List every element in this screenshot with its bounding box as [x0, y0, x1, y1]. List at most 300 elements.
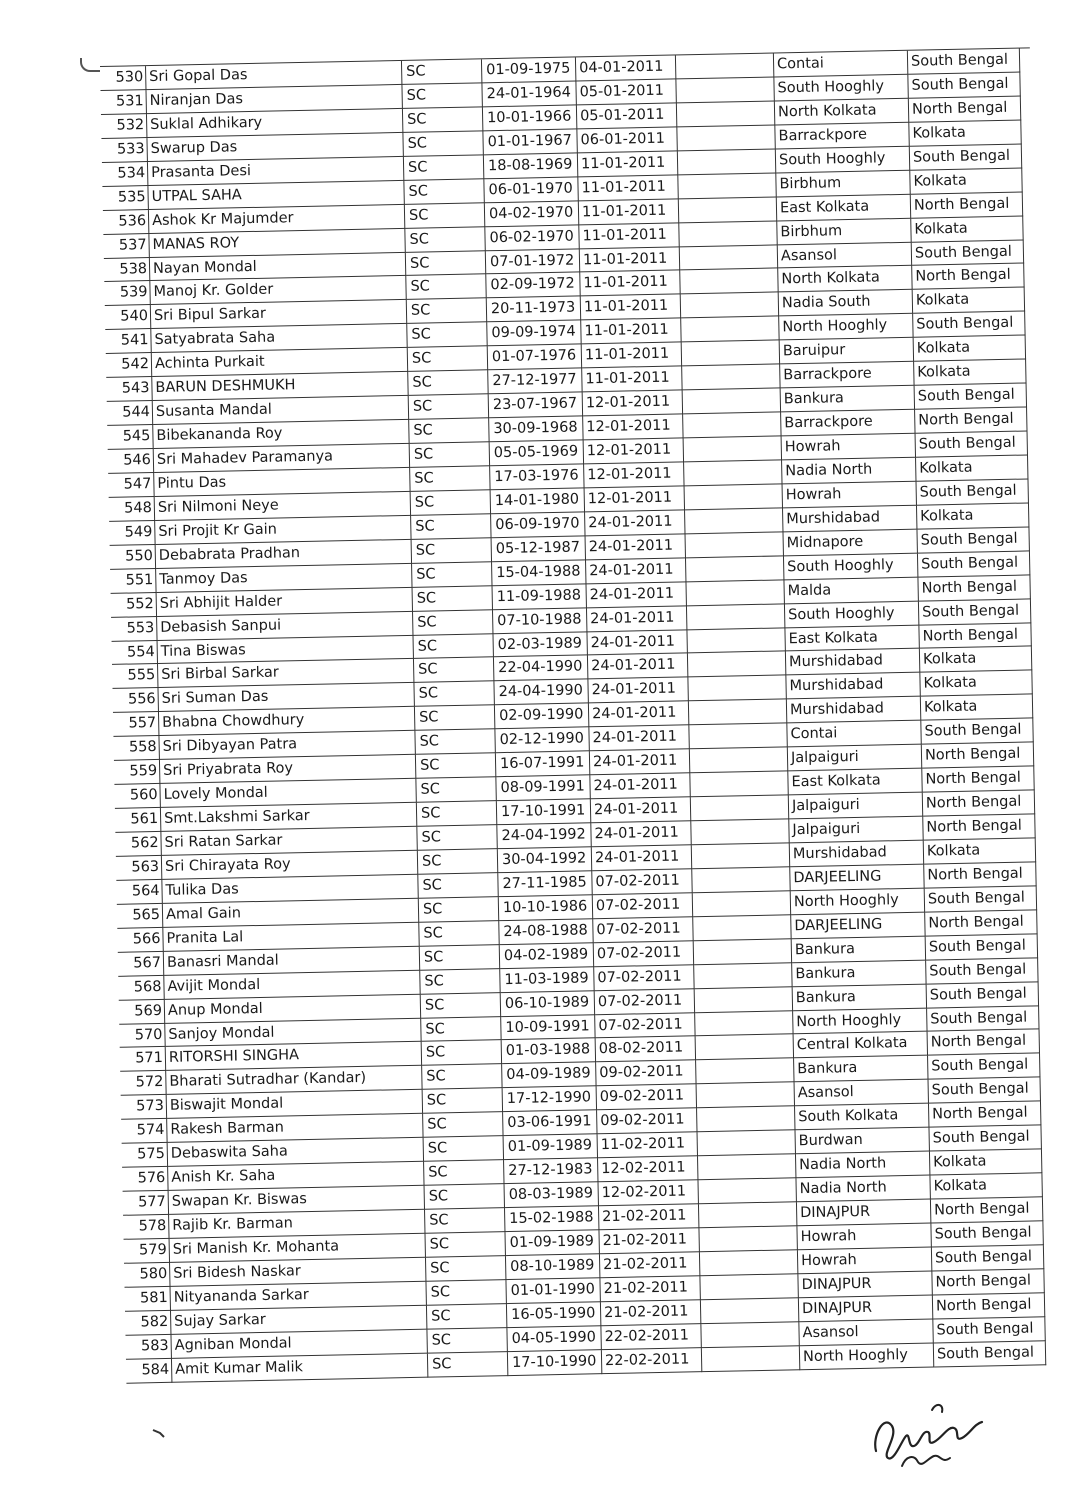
date-of-joining-cell: 09-02-2011 [597, 1085, 697, 1111]
employee-name-cell: Pranita Lal [163, 923, 419, 952]
zone-cell: South Bengal [929, 1078, 1041, 1104]
date-of-joining-cell: 24-01-2011 [592, 845, 692, 871]
zone-cell: Kolkata [914, 336, 1026, 362]
blank-cell-cell [693, 891, 791, 917]
date-of-joining-cell: 24-01-2011 [590, 749, 690, 775]
serial-number-cell: 532 [101, 114, 147, 139]
category-cell: SC [428, 1352, 508, 1378]
district-cell: East Kolkata [785, 625, 919, 652]
district-cell: Contai [787, 721, 921, 748]
serial-number-cell: 537 [103, 234, 149, 259]
category-cell: SC [411, 490, 491, 516]
date-of-birth-cell: 01-01-1967 [483, 129, 577, 155]
serial-number-cell: 570 [119, 1023, 165, 1048]
employee-name-cell: Niranjan Das [146, 85, 402, 114]
serial-number-cell: 552 [111, 593, 157, 618]
serial-number-cell: 572 [120, 1071, 166, 1096]
date-of-joining-cell: 24-01-2011 [591, 797, 691, 823]
zone-cell: South Bengal [932, 1245, 1044, 1271]
date-of-joining-cell: 24-01-2011 [588, 678, 688, 704]
blank-cell-cell [692, 867, 790, 893]
zone-cell: Kolkata [921, 695, 1033, 721]
district-cell: East Kolkata [777, 194, 911, 221]
category-cell: SC [410, 466, 490, 492]
serial-number-cell: 564 [116, 880, 162, 905]
category-cell: SC [425, 1208, 505, 1234]
category-cell: SC [402, 59, 482, 85]
blank-cell-cell [681, 317, 779, 343]
serial-number-cell: 536 [103, 210, 149, 235]
date-of-birth-cell: 09-09-1974 [487, 321, 581, 347]
category-cell: SC [407, 323, 487, 349]
date-of-birth-cell: 01-09-1989 [505, 1230, 599, 1256]
employee-name-cell: Rajib Kr. Barman [169, 1210, 425, 1239]
blank-cell-cell [687, 604, 785, 630]
date-of-birth-cell: 30-04-1992 [498, 847, 592, 873]
employee-name-cell: Anup Mondal [165, 994, 421, 1023]
category-cell: SC [424, 1160, 504, 1186]
zone-cell: South Bengal [917, 527, 1029, 553]
date-of-joining-cell: 24-01-2011 [591, 821, 691, 847]
serial-number-cell: 547 [108, 473, 154, 498]
category-cell: SC [408, 370, 488, 396]
date-of-birth-cell: 11-09-1988 [493, 584, 587, 610]
date-of-joining-cell: 12-01-2011 [584, 462, 684, 488]
category-cell: SC [409, 394, 489, 420]
date-of-joining-cell: 24-01-2011 [585, 510, 685, 536]
date-of-joining-cell: 11-01-2011 [580, 271, 680, 297]
date-of-joining-cell: 12-01-2011 [585, 486, 685, 512]
category-cell: SC [420, 969, 500, 995]
employee-name-cell: Sri Nilmoni Neye [155, 492, 411, 521]
date-of-joining-cell: 12-02-2011 [598, 1156, 698, 1182]
zone-cell: North Bengal [918, 575, 1030, 601]
zone-cell: South Bengal [921, 719, 1033, 745]
date-of-birth-cell: 20-11-1973 [487, 297, 581, 323]
blank-cell-cell [689, 724, 787, 750]
date-of-birth-cell: 17-10-1991 [497, 799, 591, 825]
employee-name-cell: Sri Dibyayan Patra [159, 731, 415, 760]
date-of-joining-cell: 21-02-2011 [601, 1300, 701, 1326]
date-of-birth-cell: 01-01-1990 [506, 1278, 600, 1304]
zone-cell: North Bengal [923, 814, 1035, 840]
blank-cell-cell [694, 963, 792, 989]
zone-cell: North Bengal [925, 910, 1037, 936]
serial-number-cell: 542 [106, 353, 152, 378]
blank-cell-cell [688, 676, 786, 702]
date-of-joining-cell: 07-02-2011 [595, 1013, 695, 1039]
date-of-joining-cell: 11-01-2011 [579, 199, 679, 225]
category-cell: SC [404, 155, 484, 181]
date-of-birth-cell: 24-01-1964 [482, 81, 576, 107]
district-cell: South Hooghly [776, 147, 910, 174]
employee-name-cell: BARUN DESHMUKH [152, 372, 408, 401]
district-cell: North Kolkata [778, 266, 912, 293]
district-cell: Jalpaiguri [789, 817, 923, 844]
blank-cell-cell [684, 436, 782, 462]
date-of-birth-cell: 01-07-1976 [488, 345, 582, 371]
category-cell: SC [406, 251, 486, 277]
district-cell: Barrackpore [775, 123, 909, 150]
serial-number-cell: 579 [124, 1239, 170, 1264]
employee-name-cell: Sri Chirayata Roy [162, 851, 418, 880]
serial-number-cell: 555 [112, 664, 158, 689]
category-cell: SC [423, 1088, 503, 1114]
blank-cell-cell [696, 1035, 794, 1061]
district-cell: Jalpaiguri [789, 793, 923, 820]
date-of-birth-cell: 11-03-1989 [500, 967, 594, 993]
district-cell: North Kolkata [775, 99, 909, 126]
zone-cell: North Bengal [922, 767, 1034, 793]
category-cell: SC [411, 514, 491, 540]
blank-cell-cell [678, 173, 776, 199]
zone-cell: South Bengal [908, 72, 1020, 98]
blank-cell-cell [696, 1059, 794, 1085]
category-cell: SC [405, 203, 485, 229]
zone-cell: North Bengal [931, 1197, 1043, 1223]
district-cell: DINAJPUR [798, 1271, 932, 1298]
zone-cell: Kolkata [930, 1149, 1042, 1175]
date-of-joining-cell: 24-01-2011 [586, 534, 686, 560]
date-of-joining-cell: 22-02-2011 [602, 1348, 702, 1374]
date-of-joining-cell: 21-02-2011 [599, 1228, 699, 1254]
district-cell: DINAJPUR [797, 1200, 931, 1227]
zone-cell: North Bengal [909, 96, 1021, 122]
employee-name-cell: Ashok Kr Majumder [149, 205, 405, 234]
zone-cell: North Bengal [911, 192, 1023, 218]
blank-cell-cell [689, 700, 787, 726]
blank-cell-cell [695, 987, 793, 1013]
zone-cell: South Bengal [926, 934, 1038, 960]
blank-cell-cell [680, 245, 778, 271]
zone-cell: South Bengal [927, 982, 1039, 1008]
serial-number-cell: 578 [123, 1215, 169, 1240]
category-cell: SC [408, 347, 488, 373]
serial-number-cell: 531 [101, 90, 147, 115]
employee-name-cell: Lovely Mondal [160, 779, 416, 808]
blank-cell-cell [700, 1274, 798, 1300]
district-cell: Murshidabad [787, 697, 921, 724]
date-of-joining-cell: 11-01-2011 [579, 223, 679, 249]
employee-name-cell: Swarup Das [147, 133, 403, 162]
blank-cell-cell [692, 843, 790, 869]
date-of-birth-cell: 06-01-1970 [484, 177, 578, 203]
date-of-birth-cell: 15-02-1988 [505, 1206, 599, 1232]
employee-name-cell: Anish Kr. Saha [168, 1162, 424, 1191]
zone-cell: North Bengal [915, 408, 1027, 434]
date-of-birth-cell: 24-08-1988 [499, 919, 593, 945]
district-cell: Contai [774, 51, 908, 78]
district-cell: North Hooghly [791, 888, 925, 915]
date-of-birth-cell: 17-10-1990 [508, 1350, 602, 1376]
zone-cell: South Bengal [933, 1317, 1045, 1343]
serial-number-cell: 561 [115, 808, 161, 833]
category-cell: SC [417, 801, 497, 827]
serial-number-cell: 568 [118, 976, 164, 1001]
serial-number-cell: 583 [125, 1335, 171, 1360]
district-cell: East Kolkata [788, 769, 922, 796]
blank-cell-cell [682, 341, 780, 367]
employee-name-cell: Sri Bipul Sarkar [151, 300, 407, 329]
blank-cell-cell [694, 939, 792, 965]
district-cell: Murshidabad [786, 649, 920, 676]
zone-cell: South Bengal [908, 49, 1020, 75]
district-cell: Jalpaiguri [788, 745, 922, 772]
serial-number-cell: 582 [125, 1311, 171, 1336]
serial-number-cell: 556 [113, 688, 159, 713]
date-of-birth-cell: 02-12-1990 [495, 728, 589, 754]
blank-cell-cell [684, 460, 782, 486]
serial-number-cell: 575 [122, 1143, 168, 1168]
date-of-birth-cell: 06-09-1970 [491, 512, 585, 538]
date-of-joining-cell: 12-01-2011 [583, 414, 683, 440]
date-of-birth-cell: 27-12-1977 [488, 369, 582, 395]
zone-cell: South Bengal [918, 551, 1030, 577]
date-of-birth-cell: 30-09-1968 [489, 416, 583, 442]
blank-cell-cell [685, 484, 783, 510]
employee-name-cell: Nayan Mondal [150, 252, 406, 281]
date-of-joining-cell: 12-01-2011 [583, 390, 683, 416]
employee-name-cell: Swapan Kr. Biswas [169, 1186, 425, 1215]
category-cell: SC [422, 1065, 502, 1091]
blank-cell-cell [683, 412, 781, 438]
employee-name-cell: Sri Manish Kr. Mohanta [170, 1234, 426, 1263]
category-cell: SC [415, 706, 495, 732]
zone-cell: North Bengal [932, 1269, 1044, 1295]
employee-name-cell: Sri Suman Das [159, 683, 415, 712]
zone-cell: South Bengal [912, 240, 1024, 266]
category-cell: SC [419, 921, 499, 947]
zone-cell: Kolkata [920, 671, 1032, 697]
serial-number-cell: 544 [107, 401, 153, 426]
blank-cell-cell [686, 532, 784, 558]
blank-cell-cell [677, 125, 775, 151]
document-table [100, 47, 1056, 1383]
category-cell: SC [413, 610, 493, 636]
employee-name-cell: Amal Gain [163, 899, 419, 928]
district-cell: Murshidabad [783, 506, 917, 533]
category-cell: SC [407, 299, 487, 325]
serial-number-cell: 565 [117, 904, 163, 929]
serial-number-cell: 554 [112, 640, 158, 665]
district-cell: Howrah [783, 482, 917, 509]
date-of-birth-cell: 27-11-1985 [498, 871, 592, 897]
blank-cell-cell [701, 1322, 799, 1348]
category-cell: SC [404, 179, 484, 205]
date-of-joining-cell: 24-01-2011 [587, 630, 687, 656]
date-of-birth-cell: 01-03-1988 [502, 1039, 596, 1065]
district-cell: Nadia North [782, 458, 916, 485]
employee-name-cell: Biswajit Mondal [167, 1090, 423, 1119]
date-of-joining-cell: 24-01-2011 [589, 726, 689, 752]
serial-number-cell: 581 [125, 1287, 171, 1312]
date-of-joining-cell: 11-01-2011 [582, 367, 682, 393]
zone-cell: Kolkata [910, 168, 1022, 194]
district-cell: DARJEELING [790, 864, 924, 891]
date-of-joining-cell: 22-02-2011 [601, 1324, 701, 1350]
district-cell: Bankura [793, 984, 927, 1011]
date-of-joining-cell: 08-02-2011 [596, 1037, 696, 1063]
employee-name-cell: Sri Birbal Sarkar [158, 659, 414, 688]
employee-name-cell: Agniban Mondal [171, 1329, 427, 1358]
blank-cell-cell [687, 628, 785, 654]
date-of-birth-cell: 02-09-1972 [486, 273, 580, 299]
zone-cell: Kolkata [914, 360, 1026, 386]
zone-cell: North Bengal [922, 743, 1034, 769]
serial-number-cell: 560 [114, 784, 160, 809]
zone-cell: Kolkata [909, 120, 1021, 146]
date-of-joining-cell: 24-01-2011 [587, 606, 687, 632]
serial-number-cell: 533 [101, 138, 147, 163]
employee-name-cell: Sanjoy Mondal [165, 1018, 421, 1047]
zone-cell: South Bengal [919, 599, 1031, 625]
date-of-joining-cell: 11-01-2011 [582, 343, 682, 369]
handwritten-signature-icon [862, 1396, 1002, 1476]
category-cell: SC [403, 131, 483, 157]
date-of-birth-cell: 17-12-1990 [503, 1087, 597, 1113]
district-cell: Malda [784, 577, 918, 604]
date-of-joining-cell: 11-01-2011 [581, 319, 681, 345]
date-of-birth-cell: 04-02-1989 [500, 943, 594, 969]
category-cell: SC [426, 1256, 506, 1282]
date-of-joining-cell: 07-02-2011 [593, 893, 693, 919]
district-cell: Birbhum [777, 218, 911, 245]
serial-number-cell: 551 [110, 569, 156, 594]
date-of-joining-cell: 12-01-2011 [584, 438, 684, 464]
serial-number-cell: 571 [120, 1047, 166, 1072]
date-of-birth-cell: 16-07-1991 [496, 751, 590, 777]
date-of-joining-cell: 11-02-2011 [598, 1132, 698, 1158]
district-cell: Burdwan [796, 1128, 930, 1155]
blank-cell-cell [698, 1154, 796, 1180]
serial-number-cell: 543 [106, 377, 152, 402]
employee-name-cell: Suklal Adhikary [147, 109, 403, 138]
category-cell: SC [417, 825, 497, 851]
blank-cell-cell [693, 915, 791, 941]
zone-cell: South Bengal [925, 886, 1037, 912]
serial-number-cell: 530 [100, 66, 146, 91]
district-cell: Barrackpore [780, 362, 914, 389]
employee-name-cell: Banasri Mandal [164, 946, 420, 975]
blank-cell-cell [702, 1346, 800, 1372]
date-of-joining-cell: 24-01-2011 [586, 558, 686, 584]
serial-number-cell: 569 [119, 999, 165, 1024]
district-cell: Bankura [792, 960, 926, 987]
district-cell: Howrah [782, 434, 916, 461]
date-of-birth-cell: 05-12-1987 [492, 536, 586, 562]
date-of-birth-cell: 01-09-1989 [504, 1134, 598, 1160]
date-of-joining-cell: 11-01-2011 [580, 247, 680, 273]
district-cell: Nadia South [779, 290, 913, 317]
blank-cell-cell [678, 149, 776, 175]
table-body [100, 47, 1056, 1383]
employee-name-cell: Sri Mahadev Paramanya [154, 444, 410, 473]
category-cell: SC [421, 993, 501, 1019]
zone-cell: South Bengal [927, 1006, 1039, 1032]
serial-number-cell: 562 [115, 832, 161, 857]
category-cell: SC [414, 658, 494, 684]
serial-number-cell: 557 [113, 712, 159, 737]
district-cell: Bankura [781, 386, 915, 413]
category-cell: SC [427, 1304, 507, 1330]
serial-number-cell: 546 [108, 449, 154, 474]
date-of-birth-cell: 05-05-1969 [490, 440, 584, 466]
category-cell: SC [418, 849, 498, 875]
blank-cell-cell [681, 293, 779, 319]
serial-number-cell: 534 [102, 162, 148, 187]
district-cell: Baruipur [780, 338, 914, 365]
category-cell: SC [413, 586, 493, 612]
serial-number-cell: 577 [123, 1191, 169, 1216]
date-of-birth-cell: 24-04-1990 [494, 680, 588, 706]
category-cell: SC [421, 1017, 501, 1043]
employee-name-cell: Debaswita Saha [168, 1138, 424, 1167]
category-cell: SC [427, 1328, 507, 1354]
date-of-birth-cell: 10-10-1986 [499, 895, 593, 921]
date-of-birth-cell: 01-09-1975 [482, 57, 576, 83]
zone-cell: Kolkata [920, 647, 1032, 673]
employee-name-cell: Pintu Das [154, 468, 410, 497]
employee-name-cell: Sujay Sarkar [171, 1305, 427, 1334]
blank-cell-cell [683, 389, 781, 415]
date-of-birth-cell: 08-10-1989 [506, 1254, 600, 1280]
employee-name-cell: UTPAL SAHA [148, 181, 404, 210]
zone-cell: South Bengal [928, 1054, 1040, 1080]
serial-number-cell: 576 [122, 1167, 168, 1192]
employee-name-cell: Sri Abhijit Halder [157, 587, 413, 616]
district-cell: North Hooghly [800, 1343, 934, 1370]
date-of-joining-cell: 07-02-2011 [594, 941, 694, 967]
employee-name-cell: Debasish Sanpui [157, 611, 413, 640]
blank-cell-cell [680, 269, 778, 295]
zone-cell: North Bengal [919, 623, 1031, 649]
date-of-joining-cell: 21-02-2011 [600, 1276, 700, 1302]
zone-cell: North Bengal [928, 1030, 1040, 1056]
serial-number-cell: 541 [105, 329, 151, 354]
blank-cell-cell [697, 1083, 795, 1109]
employee-name-cell: Tina Biswas [158, 635, 414, 664]
serial-number-cell: 538 [104, 258, 150, 283]
blank-cell-cell [699, 1202, 797, 1228]
category-cell: SC [422, 1041, 502, 1067]
district-cell: South Hooghly [785, 601, 919, 628]
serial-number-cell: 545 [107, 425, 153, 450]
zone-cell: South Bengal [926, 958, 1038, 984]
district-cell: Bankura [794, 1056, 928, 1083]
date-of-joining-cell: 24-01-2011 [588, 654, 688, 680]
date-of-joining-cell: 07-02-2011 [593, 917, 693, 943]
blank-cell-cell [691, 795, 789, 821]
employee-name-cell: Satyabrata Saha [151, 324, 407, 353]
employee-name-cell: Prasanta Desi [148, 157, 404, 186]
serial-number-cell: 563 [116, 856, 162, 881]
category-cell: SC [410, 442, 490, 468]
date-of-birth-cell: 17-03-1976 [490, 464, 584, 490]
zone-cell: Kolkata [917, 503, 1029, 529]
zone-cell: Kolkata [913, 288, 1025, 314]
date-of-joining-cell: 06-01-2011 [577, 127, 677, 153]
serial-number-cell: 580 [124, 1263, 170, 1288]
zone-cell: Kolkata [916, 455, 1028, 481]
district-cell: Asansol [795, 1080, 929, 1107]
district-cell: Midnapore [783, 529, 917, 556]
blank-cell-cell [690, 771, 788, 797]
category-cell: SC [406, 275, 486, 301]
serial-number-cell: 540 [105, 305, 151, 330]
zone-cell: South Bengal [929, 1126, 1041, 1152]
district-cell: South Hooghly [784, 553, 918, 580]
category-cell: SC [402, 83, 482, 109]
